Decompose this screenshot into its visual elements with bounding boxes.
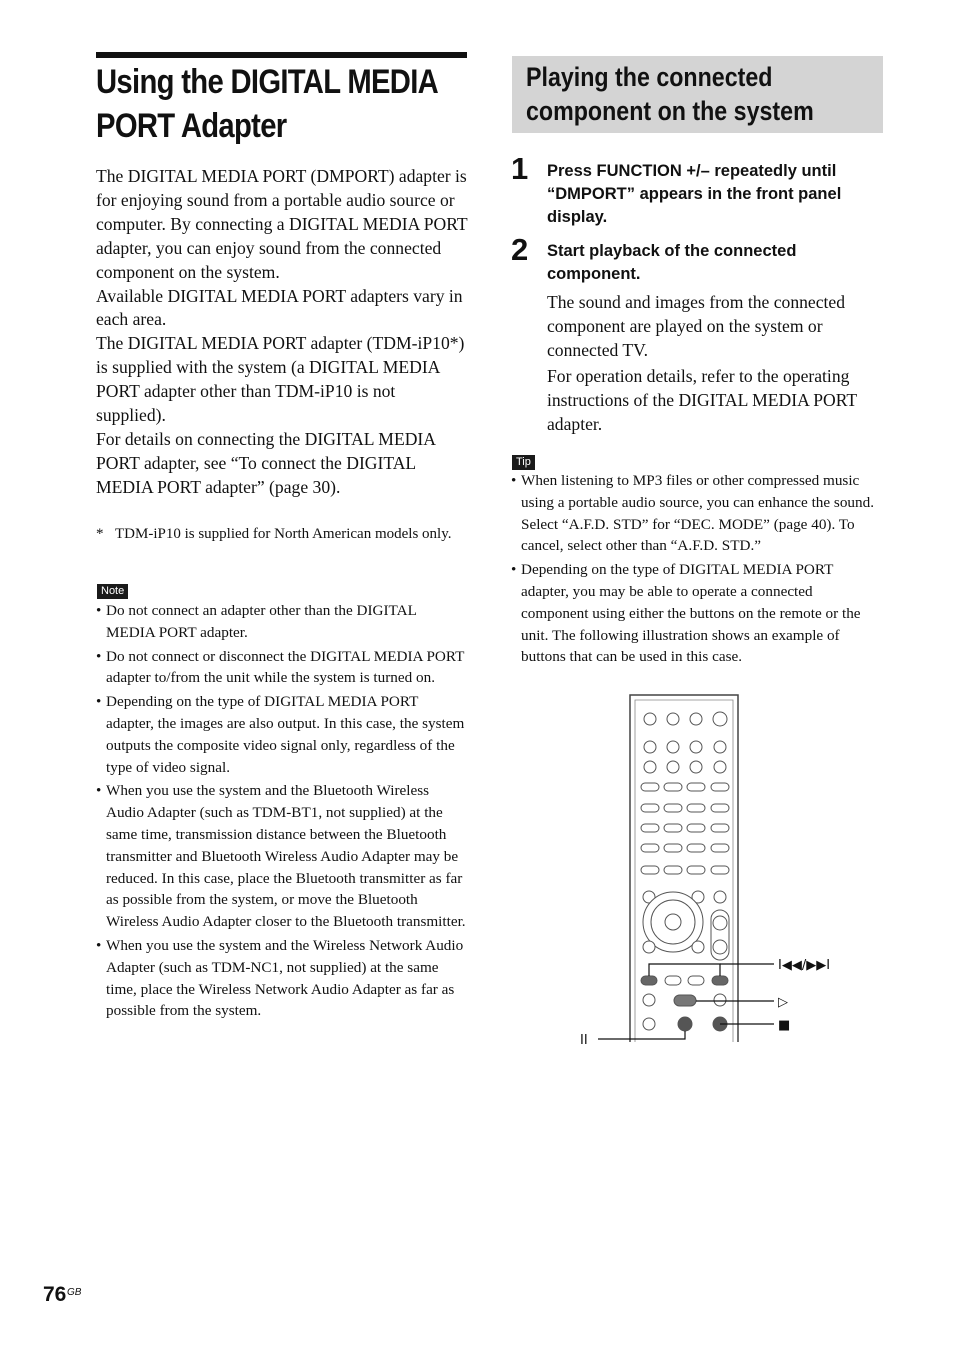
- skip-label: I◀◀/▶▶I: [778, 958, 831, 973]
- tip-list: [511, 470, 883, 670]
- step-1-instruction: Press FUNCTION +/– repeatedly until “DMPORT” appears in the front panel display.: [547, 162, 842, 226]
- footnote: [96, 524, 468, 546]
- step-number-2: 2: [511, 232, 529, 267]
- intro-paragraph: The DIGITAL MEDIA PORT adapter (TDM-iP10*) is supplied with the system (a DIGITAL MEDIA PORT adapter other than TDM-iP10 is not supplied).: [96, 333, 465, 426]
- step-body-paragraph: For operation details, refer to the operating instructions of the DIGITAL MEDIA PORT adapter.: [547, 365, 857, 434]
- note-item: • Depending on the type of DIGITAL MEDIA PORT adapter, the images are also output. In this case, the system outputs the composite video signal only, regardless of the type of video signal.: [96, 693, 465, 776]
- tip-item: • Depending on the type of DIGITAL MEDIA PORT adapter, you may be able to operate a connected component using either the buttons on the remote or the unit. The following illustration shows an example of buttons that can be used in this case.: [511, 561, 861, 666]
- note-item-text: Do not connect or disconnect the DIGITAL MEDIA PORT adapter to/from the unit while the system is turned on.: [106, 647, 465, 687]
- play-label: ▷: [778, 995, 788, 1010]
- note-item-text: Depending on the type of DIGITAL MEDIA PORT adapter, the images are also output. In this case, the system outputs the composite video signal only, regardless of the type of video signal.: [106, 693, 465, 776]
- note-item: • When you use the system and the Bluetooth Wireless Audio Adapter (such as TDM-BT1, not supplied) at the same time, transmission distance between the Bluetooth transmitter and Bluetooth Wireless Audio Adapter may be reduced. In this case, place the Bluetooth transmitter as far as possible from the system, or move the Bluetooth Wireless Audio Adapter closer to the Bluetooth transmitter.: [96, 782, 466, 931]
- note-item: • Do not connect or disconnect the DIGITAL MEDIA PORT adapter to/from the unit while the system is turned on.: [96, 647, 465, 687]
- step-2-instruction: Start playback of the connected component.: [547, 242, 797, 283]
- note-item: • When you use the system and the Wireless Network Audio Adapter (such as TDM-NC1, not supplied) at the same time, place the Wireless Network Audio Adapter as far as possible from the system.: [96, 936, 464, 1020]
- note-item-text: Do not connect an adapter other than the DIGITAL MEDIA PORT adapter.: [106, 602, 417, 641]
- intro-paragraph: For details on connecting the DIGITAL MEDIA PORT adapter, see “To connect the DIGITAL MEDIA PORT adapter” (page 30).: [96, 428, 435, 497]
- tip-item: • When listening to MP3 files or other compressed music using a portable audio source, you can enhance the sound. Select “A.F.D. STD” for “DEC. MODE” (page 40). To cancel, select other than “A.F.D. STD.”: [511, 472, 874, 555]
- note-badge: Note: [97, 584, 128, 599]
- section-header: [512, 56, 883, 133]
- intro-text: [96, 165, 468, 500]
- page-title-line2: PORT Adapter: [96, 107, 287, 145]
- section-title: [526, 60, 887, 128]
- tip-item-text: When listening to MP3 files or other compressed music using a portable audio source, you can enhance the sound. Select “A.F.D. STD” for “DEC. MODE” (page 40). To cancel, select other than “A.F.D. STD.”: [521, 472, 874, 555]
- note-list: [96, 600, 468, 1024]
- note-item-text: When you use the system and the Wireless Network Audio Adapter (such as TDM-NC1, not supplied) at the same time, place the Wireless Network Audio Adapter as far as possible from the system.: [106, 936, 464, 1020]
- note-item: • Do not connect an adapter other than the DIGITAL MEDIA PORT adapter.: [96, 602, 417, 641]
- intro-paragraph: The DIGITAL MEDIA PORT (DMPORT) adapter is for enjoying sound from a portable audio source or computer. By connecting a DIGITAL MEDIA PORT adapter, you can enjoy sound from the connected component on the system.: [96, 166, 468, 282]
- pause-label: II: [580, 1033, 588, 1048]
- footnote-text: TDM-iP10 is supplied for North American models only.: [115, 526, 452, 542]
- page-number: 76: [43, 1283, 67, 1306]
- page-title: [96, 60, 439, 148]
- stop-label: ■: [778, 1018, 791, 1033]
- page-title-line1: Using the DIGITAL MEDIA: [96, 63, 439, 101]
- page-number-suffix: GB: [67, 1287, 82, 1298]
- section-title-line1: Playing the connected: [526, 62, 773, 92]
- section-title-line2: component on the system: [526, 96, 814, 126]
- note-item-text: When you use the system and the Bluetooth Wireless Audio Adapter (such as TDM-BT1, not supplied) at the same time, transmission distance between the Bluetooth transmitter and Bluetooth Wireless Audio Adapter may be reduced. In this case, place the Bluetooth transmitter as far as possible from the system, or move the Bluetooth Wireless Audio Adapter closer to the Bluetooth transmitter.: [106, 782, 466, 931]
- title-rule: [96, 52, 467, 58]
- intro-paragraph: Available DIGITAL MEDIA PORT adapters vary in each area.: [96, 285, 463, 330]
- tip-badge: Tip: [512, 455, 535, 470]
- footnote-mark: *: [96, 526, 104, 542]
- step-2-body: [547, 291, 887, 438]
- remote-illustration: [570, 690, 860, 1050]
- tip-item-text: Depending on the type of DIGITAL MEDIA PORT adapter, you may be able to operate a connected component using either the buttons on the remote or the unit. The following illustration shows an example of buttons that can be used in this case.: [521, 561, 861, 666]
- step-number-1: 1: [511, 151, 529, 186]
- step-body-paragraph: The sound and images from the connected component are played on the system or connected TV.: [547, 292, 846, 360]
